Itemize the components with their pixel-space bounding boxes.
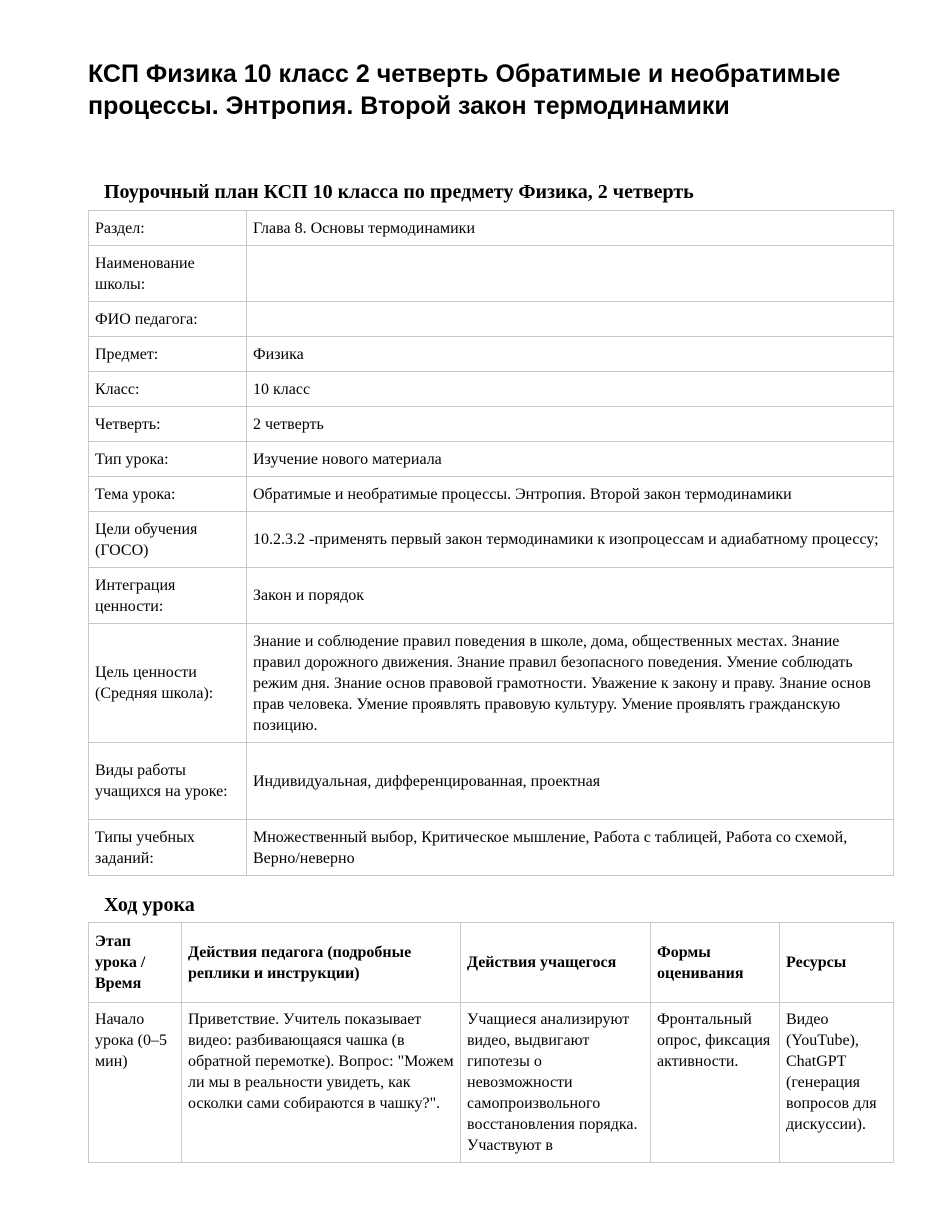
table-row [89, 568, 894, 624]
info-label: Цель ценности (Средняя школа): [89, 624, 247, 743]
plan-title: Поурочный план КСП 10 класса по предмету Физика, 2 четверть [104, 181, 694, 203]
column-header: Формы оценивания [651, 923, 780, 1003]
table-row [89, 372, 894, 407]
info-value: Глава 8. Основы термодинамики [247, 211, 894, 246]
column-header: Действия педагога (подробные реплики и инструкции) [182, 923, 461, 1003]
info-value: Индивидуальная, дифференцированная, проектная [247, 743, 894, 820]
lesson-info-table [88, 210, 894, 876]
info-label: Класс: [89, 372, 247, 407]
info-value: Физика [247, 337, 894, 372]
column-header: Ресурсы [780, 923, 894, 1003]
table-row [89, 302, 894, 337]
info-label: Тип урока: [89, 442, 247, 477]
info-label: Виды работы учащихся на уроке: [89, 743, 247, 820]
table-row [89, 624, 894, 743]
info-value [247, 302, 894, 337]
document-title: КСП Физика 10 класс 2 четверть Обратимые и необратимые процессы. Энтропия. Второй закон термодинамики [88, 60, 841, 120]
info-value [247, 246, 894, 302]
info-value: Обратимые и необратимые процессы. Энтропия. Второй закон термодинамики [247, 477, 894, 512]
info-value: Закон и порядок [247, 568, 894, 624]
info-value: Множественный выбор, Критическое мышление, Работа с таблицей, Работа со схемой, Верно/неверно [247, 820, 894, 876]
table-row [89, 820, 894, 876]
table-row [89, 512, 894, 568]
info-label: Цели обучения (ГОСО) [89, 512, 247, 568]
cell-stage: Начало урока (0–5 мин) [89, 1003, 182, 1163]
info-value: 2 четверть [247, 407, 894, 442]
column-header: Этап урока / Время [89, 923, 182, 1003]
table-row [89, 211, 894, 246]
table-row [89, 407, 894, 442]
info-label: ФИО педагога: [89, 302, 247, 337]
lesson-course-table [88, 922, 894, 1163]
info-label: Интеграция ценности: [89, 568, 247, 624]
info-value: 10.2.3.2 -применять первый закон термодинамики к изопроцессам и адиабатному процессу; [247, 512, 894, 568]
info-label: Предмет: [89, 337, 247, 372]
column-header: Действия учащегося [461, 923, 651, 1003]
info-label: Раздел: [89, 211, 247, 246]
table-row [89, 1003, 894, 1163]
info-value: Изучение нового материала [247, 442, 894, 477]
cell-assessment: Фронтальный опрос, фиксация активности. [651, 1003, 780, 1163]
cell-teacher: Приветствие. Учитель показывает видео: разбивающаяся чашка (в обратной перемотке). Вопрос: "Можем ли мы в реальности увидеть, как осколки сами собираются в чашку?". [182, 1003, 461, 1163]
table-row [89, 743, 894, 820]
lesson-course-title: Ход урока [104, 894, 195, 916]
info-label: Тема урока: [89, 477, 247, 512]
info-label: Четверть: [89, 407, 247, 442]
info-value: 10 класс [247, 372, 894, 407]
info-label: Типы учебных заданий: [89, 820, 247, 876]
table-row [89, 337, 894, 372]
info-label: Наименование школы: [89, 246, 247, 302]
cell-resources: Видео (YouTube), ChatGPT (генерация вопросов для дискуссии). [780, 1003, 894, 1163]
table-row [89, 246, 894, 302]
table-row [89, 442, 894, 477]
info-value: Знание и соблюдение правил поведения в школе, дома, общественных местах. Знание правил дорожного движения. Знание правил безопасного поведения. Умение соблюдать режим дня. Знание основ правовой грамотности. Уважение к закону и праву. Знание основ прав человека. Умение проявлять правовую культуру. Умение проявлять гражданскую позицию. [247, 624, 894, 743]
table-header-row [89, 923, 894, 1003]
cell-student: Учащиеся анализируют видео, выдвигают гипотезы о невозможности самопроизвольного восстановления порядка. Участвуют в [461, 1003, 651, 1163]
table-row [89, 477, 894, 512]
